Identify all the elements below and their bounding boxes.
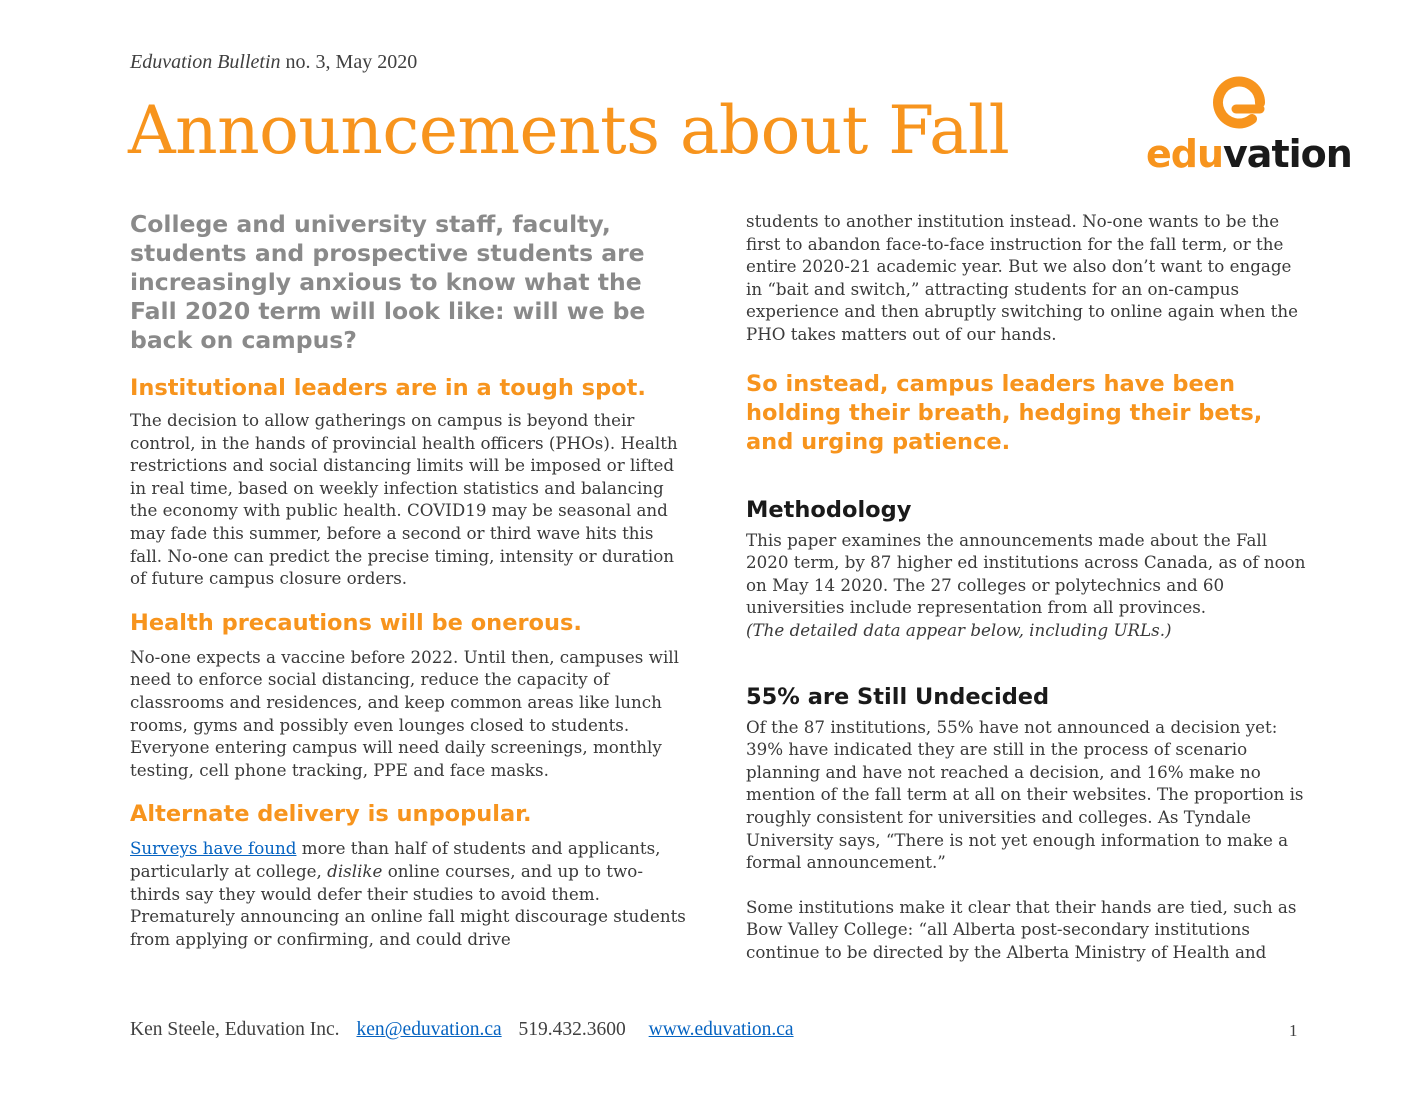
section-body-tough-spot: The decision to allow gatherings on campus is beyond their control, in the hands of provincial health officers (PHOs). Health restrictions and social distancing limits will be imposed or lifted in real time, based on weekly infection statistics and balancing the economy with public health. COVID19 may be seasonal and may fade this summer, before a second or third wave hits this fall. No-one can predict the precise timing, intensity or duration of future campus closure orders. — [130, 410, 678, 589]
undecided-heading: 55% are Still Undecided — [746, 683, 1050, 710]
logo-text-edu: edu — [1146, 132, 1224, 176]
section-heading-alternate: Alternate delivery is unpopular. — [130, 801, 532, 828]
alternate-text-em: dislike — [327, 860, 383, 881]
footer-phone: 519.432.3600 — [518, 1019, 626, 1040]
page-title: Announcements about Fall — [128, 92, 1010, 169]
bulletin-line — [130, 51, 417, 74]
svg-text:eduvation — [1146, 132, 1352, 176]
left-column — [130, 210, 690, 950]
section-body-health: No-one expects a vaccine before 2022. Until then, campuses will need to enforce social distancing, reduce the capacity of classrooms and residences, and keep common areas like lunch rooms, gyms and possibly even lounges closed to students. Everyone entering campus will need daily screenings, monthly testing, cell phone tracking, PPE and face masks. — [130, 646, 679, 780]
page-number: 1 — [1289, 1021, 1298, 1040]
alternate-text-a: more than half of students and applicants, particularly at college, — [130, 838, 661, 881]
methodology-heading: Methodology — [746, 496, 912, 523]
methodology-note: (The detailed data appear below, including URLs.) — [746, 619, 1172, 640]
methodology-text: This paper examines the announcements made about the Fall 2020 term, by 87 higher ed institutions across Canada, as of noon on May 14 2020. The 27 colleges or polytechnics and 60 universities include representation from all provinces. — [746, 529, 1306, 618]
methodology-body — [746, 529, 1306, 642]
eduvation-logo — [1140, 85, 1352, 176]
callout-text: So instead, campus leaders have been holding their breath, hedging their bets, and urging patience. — [746, 370, 1263, 455]
undecided-body-2: Some institutions make it clear that their hands are tied, such as Bow Valley College: “all Alberta post-secondary institutions continue to be directed by the Alberta Ministry of Health and — [746, 896, 1297, 962]
section-body-alternate — [130, 837, 690, 950]
footer-author: Ken Steele, Eduvation Inc. — [130, 1019, 340, 1040]
bulletin-name: Eduvation Bulletin — [130, 51, 281, 73]
lead-paragraph: College and university staff, faculty, students and prospective students are increasingly anxious to know what the Fall 2020 term will look like: will we be back on campus? — [130, 210, 646, 354]
undecided-body: Of the 87 institutions, 55% have not announced a decision yet: 39% have indicated they are still in the process of scenario planning and have not reached a decision, and 16% make no mention of the fall term at all on their websites. The proportion is roughly consistent for universities and colleges. As Tyndale University says, “There is not yet enough information to make a formal announcement.” — [746, 716, 1304, 873]
section-heading-health: Health precautions will be onerous. — [130, 609, 582, 636]
logo-e-mark-icon — [1218, 82, 1260, 124]
footer-email-link[interactable]: ken@eduvation.ca — [356, 1019, 502, 1040]
continued-paragraph: students to another institution instead. No-one wants to be the first to abandon face-to-face instruction for the fall term, or the entire 2020-21 academic year. But we also don’t want to engage in “bait and switch,” attracting students for an on-campus experience and then abruptly switching to online again when the PHO takes matters out of our hands. — [746, 211, 1298, 344]
section-heading-tough-spot: Institutional leaders are in a tough spot. — [130, 375, 646, 401]
footer — [130, 1019, 794, 1041]
footer-website-link[interactable]: www.eduvation.ca — [648, 1019, 794, 1040]
right-column — [746, 210, 1306, 963]
bulletin-issue: no. 3, May 2020 — [285, 51, 418, 73]
surveys-link[interactable]: Surveys have found — [130, 838, 297, 859]
logo-text-vation: vation — [1223, 132, 1352, 176]
alternate-text-b: online courses, and up to two-thirds say they would defer their studies to avoid them. Prematurely announcing an online fall might discourage students from applying or confirming, and could drive — [130, 860, 686, 949]
